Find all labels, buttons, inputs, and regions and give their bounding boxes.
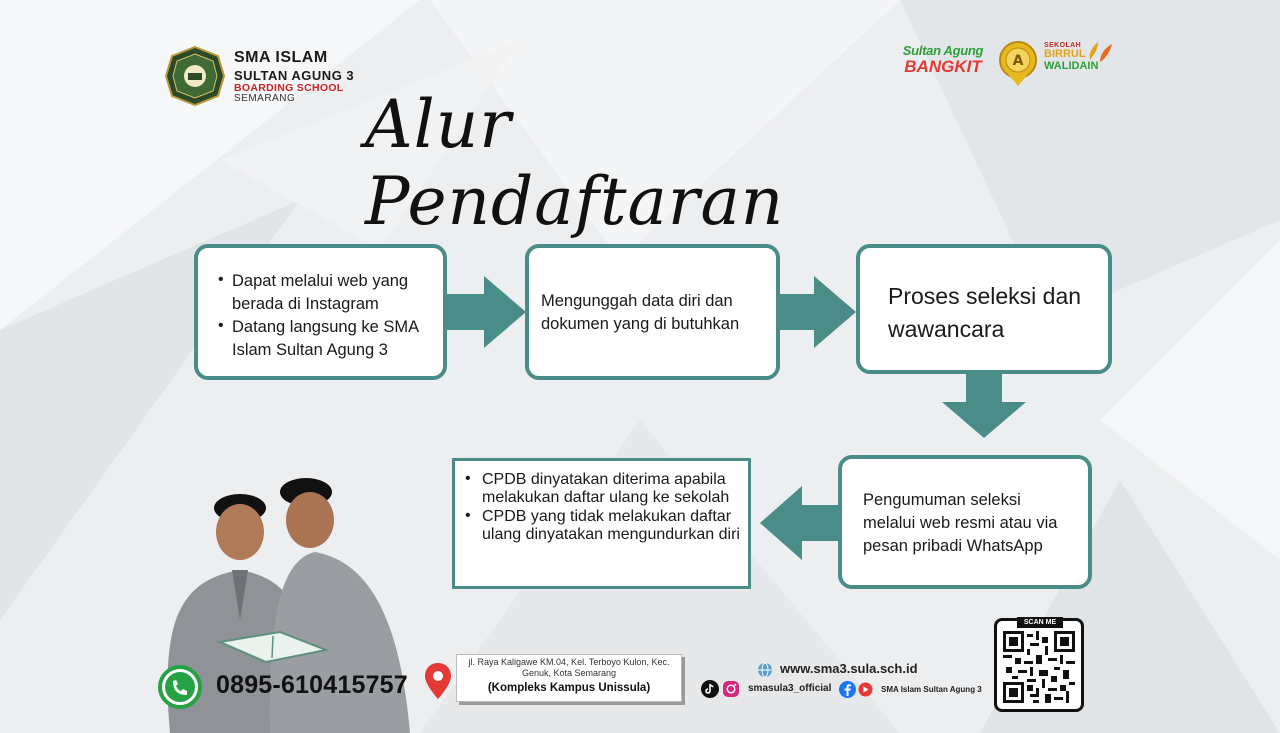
step-5-item: • CPDB dinyatakan diterima apabila melakukan daftar ulang ke sekolah (465, 471, 744, 508)
channel-name[interactable]: SMA Islam Sultan Agung 3 (881, 685, 982, 694)
qr-code-pattern (1003, 631, 1075, 703)
step-3-box (856, 244, 1112, 374)
step-5-list (465, 471, 744, 545)
school-name-line3: BOARDING SCHOOL (234, 82, 344, 95)
location-pin-icon (424, 663, 452, 701)
step-2-text: Mengunggah data diri dan dokumen yang di butuhkan (541, 292, 740, 334)
arrow-left-icon (760, 486, 842, 560)
arrow-right-icon (446, 276, 528, 348)
step-4-box (838, 455, 1092, 589)
facebook-icon (839, 681, 856, 698)
bangkit-logo-bottom: BANGKIT (904, 57, 982, 76)
step-1-box (194, 244, 447, 380)
campus-text: (Kompleks Kampus Unissula) (487, 681, 651, 694)
step-4-text: Pengumuman seleksi melalui web resmi atau via pesan pribadi WhatsApp (863, 491, 1058, 556)
birrul-mid: BIRRUL (1044, 48, 1086, 61)
tiktok-icon (701, 680, 719, 698)
instagram-handle[interactable]: smasula3_official (748, 683, 832, 694)
bangkit-logo (900, 44, 986, 75)
step-1-item: • Datang langsung ke SMA Islam Sultan Agung 3 (218, 316, 425, 362)
arrow-right-icon (778, 276, 858, 348)
school-name-line1: SMA ISLAM (234, 49, 328, 66)
instagram-icon (722, 680, 740, 698)
step-1-item: • Dapat melalui web yang berada di Instagram (218, 270, 425, 316)
scan-me-label: SCAN ME (1017, 617, 1063, 628)
birrul-small: SEKOLAH (1044, 42, 1082, 49)
youtube-icon (857, 682, 874, 697)
step-1-list (218, 270, 425, 362)
step-3-text: Proses seleksi dan wawancara (888, 283, 1082, 343)
step-5-item: • CPDB yang tidak melakukan daftar ulang dinyatakan mengundurkan diri (465, 508, 744, 545)
phone-number: 0895-610415757 (216, 671, 408, 699)
globe-icon (757, 662, 773, 678)
school-name-line2: SULTAN AGUNG 3 (234, 67, 355, 83)
school-name (234, 50, 354, 105)
whatsapp-icon (158, 665, 202, 709)
step-2-box (525, 244, 780, 380)
bangkit-logo-top: Sultan Agung (902, 43, 984, 58)
school-name-line4: SEMARANG (234, 93, 296, 105)
birrul-decor-icon (1086, 40, 1114, 64)
arrow-down-icon (940, 372, 1028, 440)
website-link[interactable]: www.sma3.sula.sch.id (780, 661, 918, 676)
address-text: jl. Raya Kaligawe KM.04, Kel. Terboyo Kulon, Kec. Genuk, Kota Semarang (468, 657, 670, 679)
school-crest-icon (164, 45, 226, 107)
qr-code[interactable] (994, 618, 1084, 712)
step-5-box (452, 458, 751, 589)
birrul-bottom: WALIDAIN (1044, 59, 1099, 72)
badge-a-letter: A (1012, 53, 1024, 69)
page-title: Alur Pendaftaran (365, 86, 785, 240)
badge-a-icon (998, 40, 1038, 88)
address-box (456, 654, 682, 702)
